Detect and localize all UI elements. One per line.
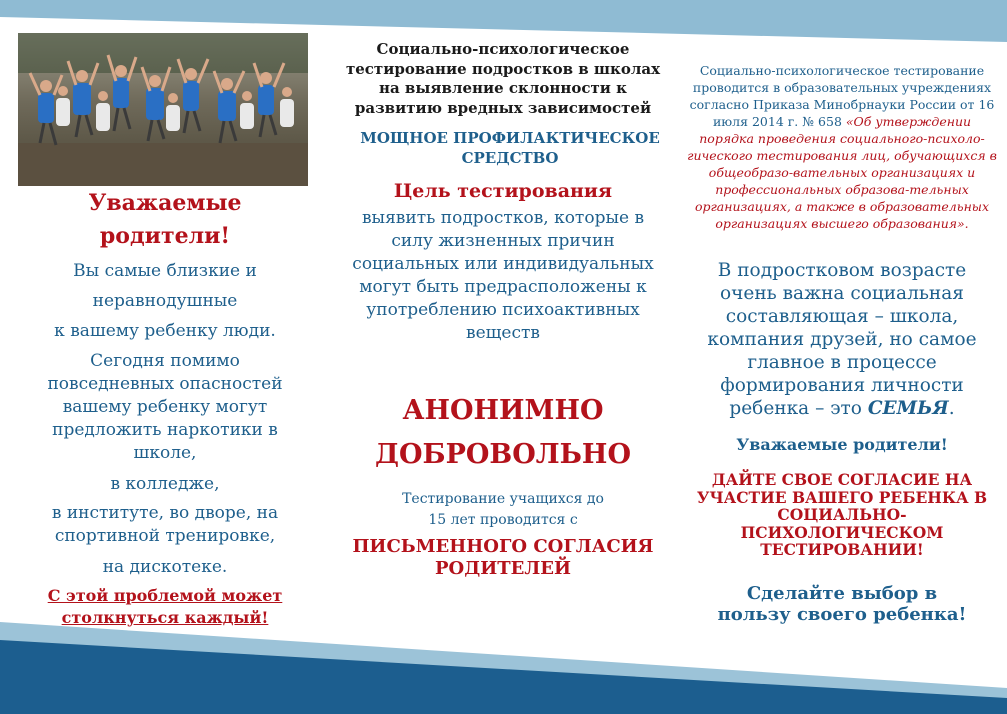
warning-text: С этой проблемой может столкнуться каждый!: [47, 586, 283, 627]
brochure-title: Социально-психологическое тестирование подростков в школах на выявление склонности к развитию вредных зависимостей: [345, 40, 661, 117]
consent-appeal: ДАЙТЕ СВОЕ СОГЛАСИЕ НА УЧАСТИЕ ВАШЕГО РЕБЕНКА В СОЦИАЛЬНО-ПСИХОЛОГИЧЕСКОМ ТЕСТИРОВАНИИ!: [696, 470, 988, 559]
parental-consent: ПИСЬМЕННОГО СОГЛАСИЯ РОДИТЕЛЕЙ: [352, 536, 654, 579]
voluntary-label: ДОБРОВОЛЬНО: [375, 439, 631, 470]
intro-line1: Вы самые близкие и: [73, 261, 257, 281]
family-word: СЕМЬЯ: [867, 398, 949, 419]
legal-order-title: «Об утверждении порядка проведения социального-психоло-гического тестирования лиц, обучающихся в общеобразо-вательных организациях и профессиональных образова-тельных организациях, а также в образовательных организациях высшего образования».: [687, 114, 997, 231]
legal-reference-text: Социально-психологическое тестирование проводится в образовательных учреждениях согласно Приказа Минобрнауки России от 16 июля 2014 г. № 658: [689, 63, 995, 129]
preventive-subtitle: МОЩНОЕ ПРОФИЛАКТИЧЕСКОЕ СРЕДСТВО: [360, 129, 660, 167]
dangers-paragraph: Сегодня помимо повседневных опасностей вашему ребенку могут предложить наркотики в школе,: [47, 351, 283, 463]
anonymous-label: АНОНИМНО: [402, 395, 604, 426]
college-line: в колледже,: [110, 474, 220, 494]
intro-line3: к вашему ребенку люди.: [54, 321, 276, 341]
left-heading-line2: родители!: [99, 223, 231, 249]
disco-line: на дискотеке.: [102, 557, 228, 577]
intro-line2: неравнодушные: [92, 291, 238, 311]
right-greeting: Уважаемые родители!: [736, 435, 948, 454]
consent-info: Тестирование учащихся до 15 лет проводится с: [402, 491, 604, 528]
left-column: [20, 186, 310, 629]
right-column: [678, 62, 1006, 625]
left-heading-line1: Уважаемые: [88, 190, 242, 216]
choice-call: Сделайте выбор в пользу своего ребенка!: [717, 582, 967, 625]
middle-column: [338, 40, 668, 580]
bottom-band-dark: [0, 640, 1007, 714]
family-end: .: [948, 398, 955, 419]
goal-heading: Цель тестирования: [393, 180, 613, 202]
places-line: в институте, во дворе, на спортивной тренировке,: [51, 503, 279, 546]
family-text: В подростковом возрасте очень важна социальная составляющая – школа, компания друзей, но самое главное в процессе формирования личности ребенка – это: [707, 260, 977, 419]
legal-reference: [686, 62, 998, 232]
goal-text: выявить подростков, которые в силу жизненных причин социальных или индивидуальных могут быть предрасположены к употреблению психоактивных веществ: [352, 208, 654, 343]
teens-jumping-photo: [18, 33, 308, 186]
family-paragraph: [688, 259, 996, 420]
